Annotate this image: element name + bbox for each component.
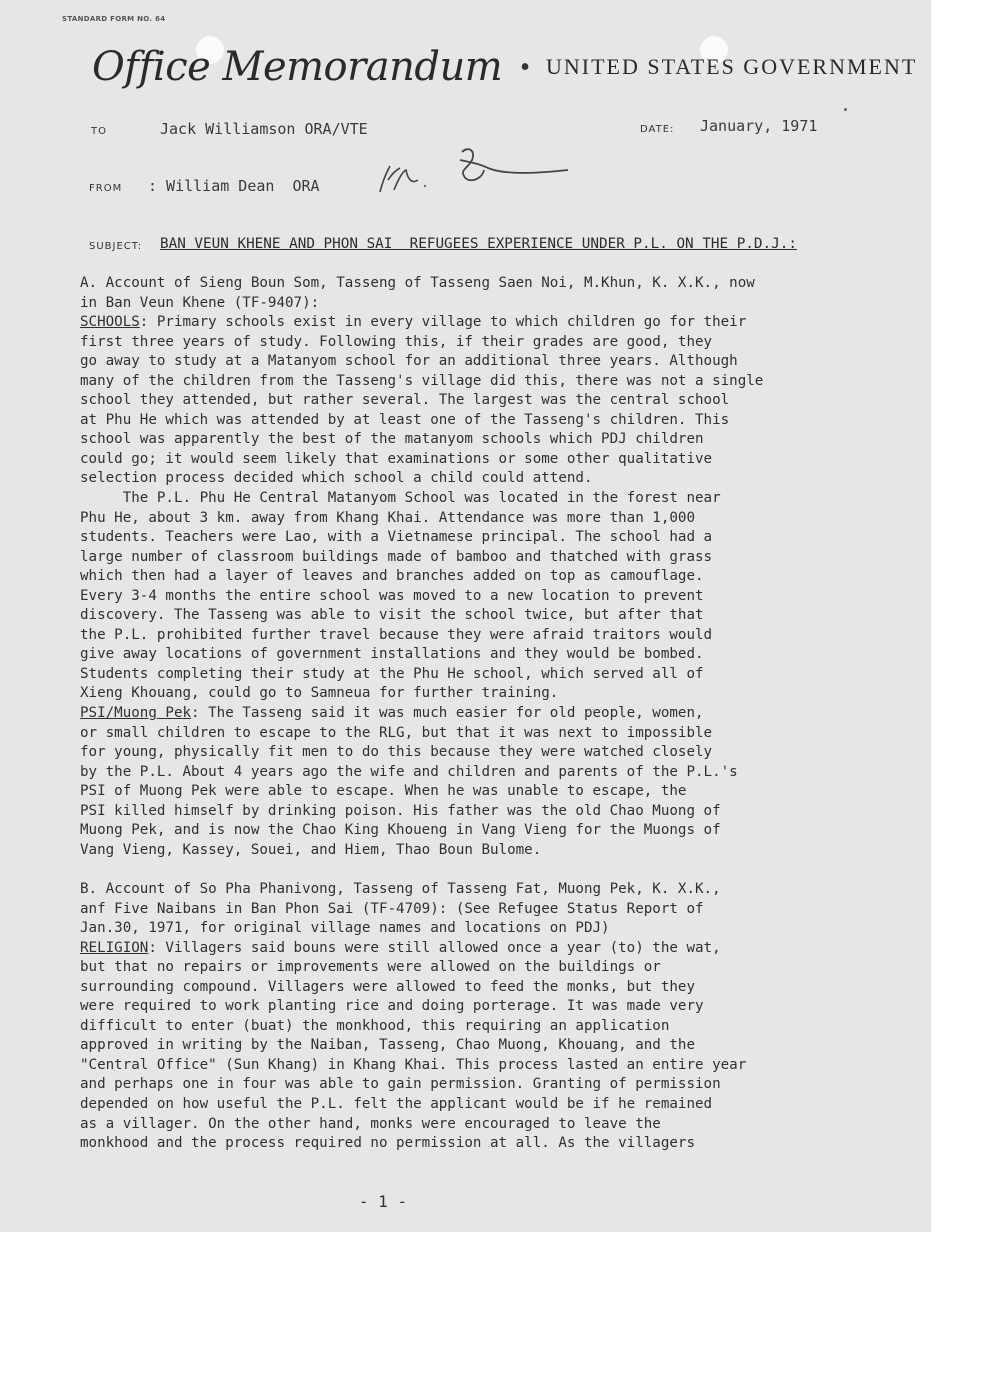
- body-line: Vang Vieng, Kassey, Souei, and Hiem, Thao Boun Bulome.: [80, 841, 542, 858]
- body-line: at Phu He which was attended by at least one of the Tasseng's children. This: [80, 411, 730, 428]
- body-line: "Central Office" (Sun Khang) in Khang Khai. This process lasted an entire year: [80, 1056, 747, 1073]
- from-label: FROM: [89, 183, 123, 194]
- religion-heading: RELIGION: [80, 939, 149, 956]
- body-line: as a villager. On the other hand, monks were encouraged to leave the: [80, 1115, 661, 1132]
- psi-heading: PSI/Muong Pek: [80, 705, 192, 722]
- date-label: DATE:: [640, 124, 675, 135]
- body-line: difficult to enter (buat) the monkhood, this requiring an application: [80, 1017, 670, 1034]
- body-line: go away to study at a Matanyom school for an additional three years. Although: [80, 353, 738, 370]
- body-line: discovery. The Tasseng was able to visit the school twice, but after that: [80, 607, 704, 624]
- subject-value: BAN VEUN KHENE AND PHON SAI REFUGEES EXPERIENCE UNDER P.L. ON THE P.D.J.:: [160, 236, 797, 252]
- body-line: The P.L. Phu He Central Matanyom School was located in the forest near: [80, 490, 721, 507]
- memo-header: [92, 44, 917, 90]
- handwritten-signature: [372, 140, 572, 200]
- body-line: Students completing their study at the Phu He school, which served all of: [80, 665, 704, 682]
- body-line: school was apparently the best of the matanyom schools which PDJ children: [80, 431, 704, 448]
- psi-paragraph-start: [80, 704, 880, 724]
- schools-heading: SCHOOLS: [80, 314, 140, 331]
- body-line: depended on how useful the P.L. felt the applicant would be if he remained: [80, 1095, 713, 1112]
- religion-paragraph-start: [80, 939, 880, 959]
- body-line: first three years of study. Following this, if their grades are good, they: [80, 333, 713, 350]
- header-bullet: •: [520, 52, 530, 83]
- body-line: Muong Pek, and is now the Chao King Khoueng in Vang Vieng for the Muongs of: [80, 822, 721, 839]
- body-line: : Villagers said bouns were still allowed once a year (to) the wat,: [148, 939, 721, 956]
- body-line: : Primary schools exist in every village to which children go for their: [139, 314, 747, 331]
- body-line: for young, physically fit men to do this because they were watched closely: [80, 744, 713, 761]
- body-line: A. Account of Sieng Boun Som, Tasseng of Tasseng Saen Noi, M.Khun, K. X.K., now: [80, 275, 755, 291]
- body-line: give away locations of government installations and they would be bombed.: [80, 646, 704, 663]
- body-line: Jan.30, 1971, for original village names and locations on PDJ): [80, 920, 610, 937]
- memo-body: [80, 274, 880, 1154]
- body-line: Every 3-4 months the entire school was moved to a new location to prevent: [80, 587, 704, 604]
- government-title: UNITED STATES GOVERNMENT: [545, 54, 918, 79]
- body-line: the P.L. prohibited further travel because they were afraid traitors would: [80, 626, 713, 643]
- body-line: : The Tasseng said it was much easier for old people, women,: [191, 705, 704, 722]
- body-line: B. Account of So Pha Phanivong, Tasseng of Tasseng Fat, Muong Pek, K. X.K.,: [80, 880, 721, 897]
- form-number: STANDARD FORM NO. 64: [62, 15, 166, 23]
- from-value: : William Dean ORA: [148, 177, 320, 195]
- body-line: large number of classroom buildings made of bamboo and thatched with grass: [80, 548, 713, 565]
- body-line: many of the children from the Tasseng's village did this, there was not a single: [80, 372, 764, 389]
- body-line: students. Teachers were Lao, with a Vietnamese principal. The school had a: [80, 529, 713, 546]
- body-line: or small children to escape to the RLG, but that it was next to impossible: [80, 724, 713, 741]
- speck-mark: [844, 108, 847, 111]
- body-line: approved in writing by the Naiban, Tasseng, Chao Muong, Khouang, and the: [80, 1037, 695, 1054]
- body-line: anf Five Naibans in Ban Phon Sai (TF-4709): (See Refugee Status Report of: [80, 900, 704, 917]
- office-memorandum-title: Office Memorandum: [92, 44, 503, 90]
- body-line: PSI of Muong Pek were able to escape. When he was unable to escape, the: [80, 783, 687, 800]
- body-line: school they attended, but rather several. The largest was the central school: [80, 392, 730, 409]
- body-line: Phu He, about 3 km. away from Khang Khai. Attendance was more than 1,000: [80, 509, 695, 526]
- body-line: by the P.L. About 4 years ago the wife and children and parents of the P.L.'s: [80, 763, 738, 780]
- body-line: PSI killed himself by drinking poison. His father was the old Chao Muong of: [80, 802, 721, 819]
- body-line: and perhaps one in four was able to gain permission. Granting of permission: [80, 1076, 721, 1093]
- body-line: Xieng Khouang, could go to Samneua for further training.: [80, 685, 559, 702]
- schools-paragraph-start: [80, 313, 880, 333]
- subject-label: SUBJECT:: [89, 241, 143, 252]
- to-value: Jack Williamson ORA/VTE: [160, 120, 368, 138]
- body-line: but that no repairs or improvements were allowed on the buildings or: [80, 959, 661, 976]
- body-line: in Ban Veun Khene (TF-9407):: [80, 294, 320, 311]
- body-line: were required to work planting rice and doing porterage. It was made very: [80, 998, 704, 1015]
- body-line: which then had a layer of leaves and branches added on top as camouflage.: [80, 568, 704, 585]
- body-line: monkhood and the process required no permission at all. As the villagers: [80, 1135, 695, 1152]
- paragraph-gap: [80, 860, 880, 880]
- body-line: surrounding compound. Villagers were allowed to feed the monks, but they: [80, 978, 695, 995]
- date-value: January, 1971: [700, 117, 818, 135]
- body-line: selection process decided which school a child could attend.: [80, 470, 593, 487]
- to-label: TO: [91, 126, 107, 137]
- body-line: could go; it would seem likely that examinations or some other qualitative: [80, 450, 713, 467]
- page-number: - 1 -: [358, 1192, 408, 1211]
